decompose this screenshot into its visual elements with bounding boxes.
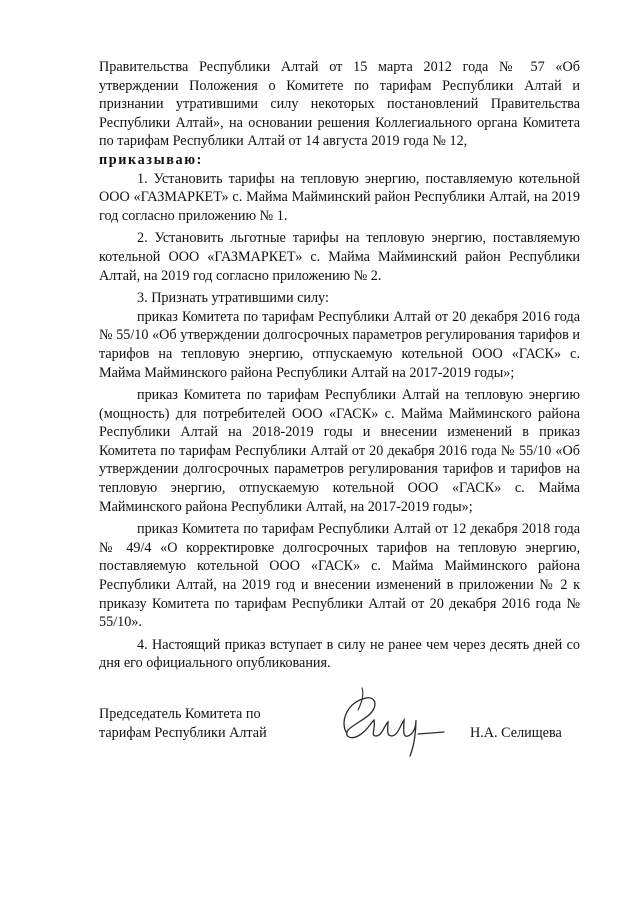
paragraph-item-2: 2. Установить льготные тарифы на тепловую энергию, поставляемую котельной ООО «ГАЗМАРКЕТ» с. Майма Майминский район Республики Алтай, на 2019 год согласно приложению № 2. — [99, 230, 580, 284]
paragraph-preamble: Правительства Республики Алтай от 15 марта 2012 года № 57 «Об утверждении Положения о Комитете по тарифам Республики Алтай и признании утратившими силу некоторых постановлений Правительства Республики Алтай», на основании решения Коллегиального органа Комитета по тарифам Республики Алтай от 14 августа 2019 года № 12, — [99, 59, 580, 150]
paragraph-item-4: 4. Настоящий приказ вступает в силу не ранее чем через десять дней со дня его официального опубликования. — [99, 636, 580, 672]
paragraph-repealed-order-3: приказ Комитета по тарифам Республики Алтай от 12 декабря 2018 года № 49/4 «О корректировке долгосрочных тарифов на тепловую энергию, поставляемую котельной ООО «ГАСК» с. Майма Майминского района Республики Алтай, на 2019 год и внесении изменений в приложении № 2 к приказу Комитета по тарифам Республики Алтай от 20 декабря 2016 года № 55/10». — [99, 521, 580, 631]
signatory-name: Н.А. Селищева — [470, 725, 562, 741]
handwritten-signature — [318, 680, 448, 760]
paragraph-repealed-order-1: приказ Комитета по тарифам Республики Алтай от 20 декабря 2016 года № 55/10 «Об утверждении долгосрочных параметров регулирования тарифов и тарифов на тепловую энергию, отпускаемую котельной ООО «ГАСК» с. Майма Майминского района Республики Алтай на 2017-2019 годы»; — [99, 308, 580, 381]
signatory-position — [99, 705, 267, 743]
paragraph-item-3: 3. Признать утратившими силу: — [137, 290, 329, 307]
position-line-1: Председатель Комитета по — [99, 706, 261, 722]
paragraph-item-1: 1. Установить тарифы на тепловую энергию, поставляемую котельной ООО «ГАЗМАРКЕТ» с. Майма Майминский район Республики Алтай, на 2019 год согласно приложению № 1. — [99, 170, 580, 224]
position-line-2: тарифам Республики Алтай — [99, 725, 267, 741]
document-body — [99, 58, 580, 673]
order-keyword: приказываю: — [99, 151, 203, 168]
paragraph-repealed-order-2: приказ Комитета по тарифам Республики Алтай на тепловую энергию (мощность) для потребителей ООО «ГАСК» с. Майма Майминского района Республики Алтай на 2018-2019 годы и внесении изменений в приказ Комитета по тарифам Республики Алтай от 20 декабря 2016 года № 55/10 «Об утверждении долгосрочных параметров регулирования тарифов и тарифов на тепловую энергию, отпускаемую котельной ООО «ГАСК» с. Майма Майминского района Республики Алтай, на 2017-2019 годы»; — [99, 387, 580, 515]
